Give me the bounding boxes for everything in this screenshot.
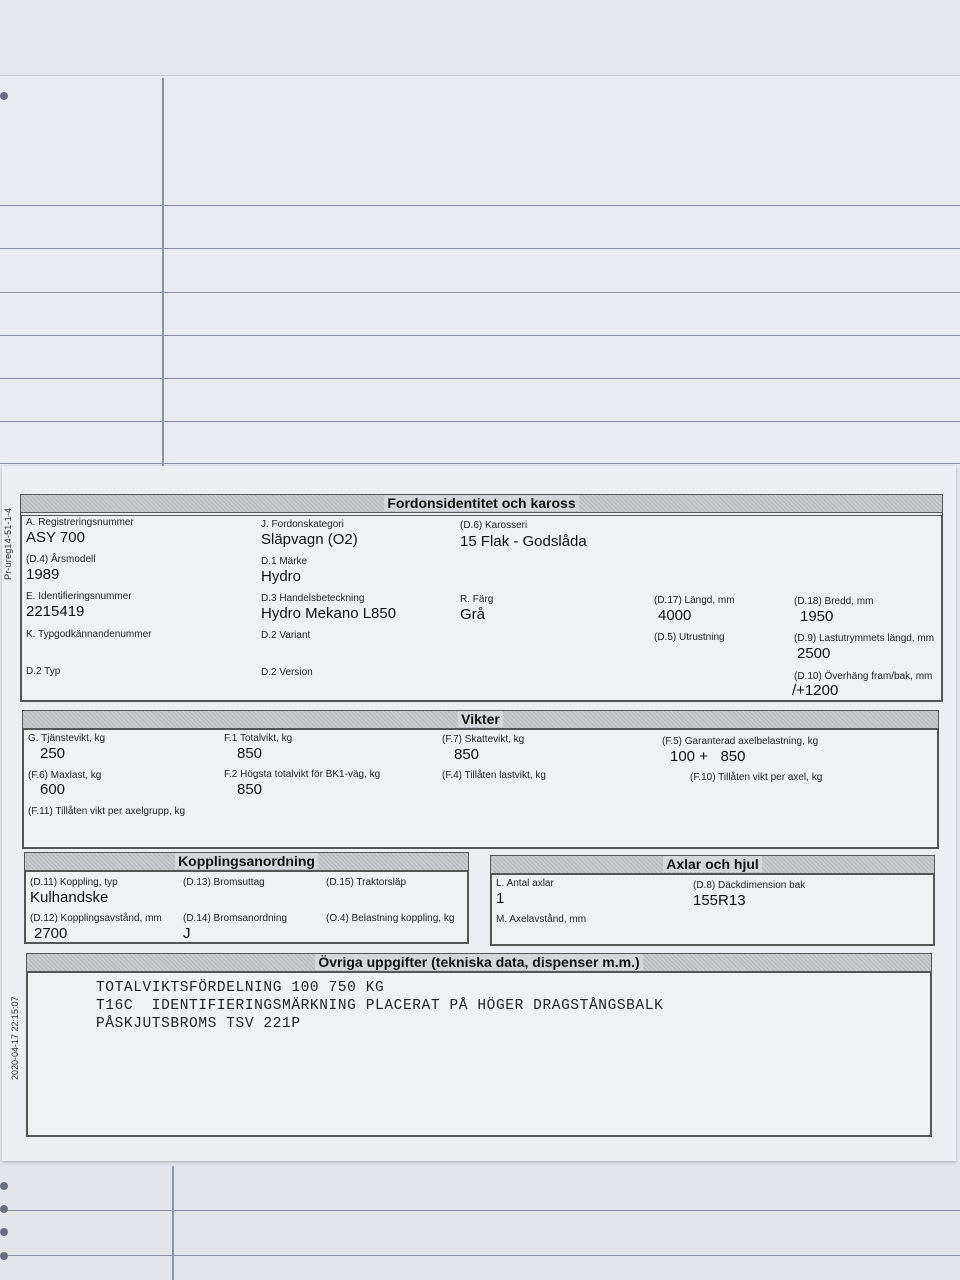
binder-ring [0,1205,8,1213]
binder-ring [0,1182,8,1190]
brake-device-label: (D.14) Bromsanordning [183,913,287,924]
service-weight-value: 250 [40,745,66,762]
make-value: Hydro [261,568,302,585]
maxload-label: (F.6) Maxlast, kg [28,770,102,781]
document-code: Pr-ureg14-51-1-4 [3,507,13,580]
wheelbase-label: M. Axelavstånd, mm [496,914,587,925]
variant-label: D.2 Variant [261,630,311,641]
year-value: 1989 [26,566,60,583]
total-weight-value: 850 [237,745,263,762]
tax-weight-value: 850 [454,746,480,763]
ruled-line [0,421,960,422]
ruled-line [0,205,960,206]
weights-panel [23,729,938,848]
color-label: R. Färg [460,594,494,605]
tire-value: 155R13 [693,892,746,909]
margin-line [162,78,164,470]
axle-count-label: L. Antal axlar [496,878,554,889]
category-label: J. Fordonskategori [261,519,344,530]
make-label: D.1 Märke [261,556,308,567]
overhang-value: /+1200 [792,682,839,699]
section-header: Axlar och hjul [491,856,934,874]
tire-label: (D.8) Däckdimension bak [693,880,806,891]
color-value: Grå [460,606,486,623]
type-label: D.2 Typ [26,666,61,677]
margin-line [172,1166,174,1280]
reg-value: ASY 700 [26,529,85,546]
coupling-type-label: (D.11) Koppling, typ [30,877,118,888]
other-info-panel [27,972,931,1136]
vin-value: 2215419 [26,603,85,620]
axle-count-value: 1 [496,890,505,907]
coupling-load-label: (O.4) Belastning koppling, kg [326,913,455,924]
ruled-paper-top [0,75,960,471]
service-weight-label: G. Tjänstevikt, kg [28,733,106,744]
reg-label: A. Registreringsnummer [26,517,134,528]
tax-weight-label: (F.7) Skattevikt, kg [442,734,525,745]
ruled-line [0,335,960,336]
other-info-line: TOTALVIKTSFÖRDELNING 100 750 KG [96,980,385,996]
brake-outlet-label: (D.13) Bromsuttag [183,877,265,888]
year-label: (D.4) Årsmodell [26,554,96,565]
cargo-length-value: 2500 [797,645,831,662]
ruled-line [0,292,960,293]
trade-value: Hydro Mekano L850 [261,605,397,622]
version-label: D.2 Version [261,667,313,678]
trade-label: D.3 Handelsbeteckning [261,593,365,604]
binder-ring [0,1252,8,1260]
width-label: (D.18) Bredd, mm [794,596,874,607]
ruled-line [0,1255,960,1256]
binder-ring [0,92,8,100]
section-header: Fordonsidentitet och kaross [21,495,942,513]
tractor-label: (D.15) Traktorsläp [326,877,407,888]
maxload-value: 600 [40,781,66,798]
allowed-axle-label: (F.10) Tillåten vikt per axel, kg [690,772,823,783]
vin-label: E. Identifieringsnummer [26,591,132,602]
category-value: Släpvagn (O2) [261,531,358,548]
bk1-label: F.2 Högsta totalvikt för BK1-väg, kg [224,769,381,780]
total-weight-label: F.1 Totalvikt, kg [224,733,293,744]
coupling-distance-label: (D.12) Kopplingsavstånd, mm [30,913,162,924]
overhang-label: (D.10) Överhäng fram/bak, mm [794,671,933,682]
axle-guarantee-label: (F.5) Garanterad axelbelastning, kg [662,736,819,747]
axles-panel [491,874,934,945]
equipment-label: (D.5) Utrustning [654,632,725,643]
coupling-distance-value: 2700 [34,925,68,942]
other-info-line: PÅSKJUTSBROMS TSV 221P [96,1016,301,1032]
width-value: 1950 [800,608,834,625]
typeapproval-label: K. Typgodkännandenummer [26,629,152,640]
ruled-line [0,463,960,464]
section-header: Övriga uppgifter (tekniska data, dispenser m.m.) [27,954,931,972]
length-value: 4000 [658,607,692,624]
ruled-paper-bottom [0,1160,960,1280]
coupling-panel [25,871,468,943]
section-header: Vikter [23,711,938,729]
body-label: (D.6) Karosseri [460,520,528,531]
allowed-load-label: (F.4) Tillåten lastvikt, kg [442,770,546,781]
length-label: (D.17) Längd, mm [654,595,735,606]
other-info-line: T16C IDENTIFIERINGSMÄRKNING PLACERAT PÅ HÖGER DRAGSTÅNGSBALK [96,998,664,1014]
body-value: 15 Flak - Godslåda [460,533,587,550]
bk1-value: 850 [237,781,263,798]
brake-device-value: J [183,925,191,942]
identity-panel [21,515,942,701]
binder-ring [0,1228,8,1236]
ruled-line [0,1210,960,1211]
allowed-group-label: (F.11) Tillåten vikt per axelgrupp, kg [28,806,186,817]
section-header: Kopplingsanordning [25,853,468,871]
cargo-length-label: (D.9) Lastutrymmets längd, mm [794,633,935,644]
ruled-line [0,248,960,249]
coupling-type-value: Kulhandske [30,889,109,906]
print-timestamp: 2020-04-17 22:15:07 [10,996,20,1080]
axle-guarantee-value: 100 + 850 [670,748,746,765]
ruled-line [0,378,960,379]
